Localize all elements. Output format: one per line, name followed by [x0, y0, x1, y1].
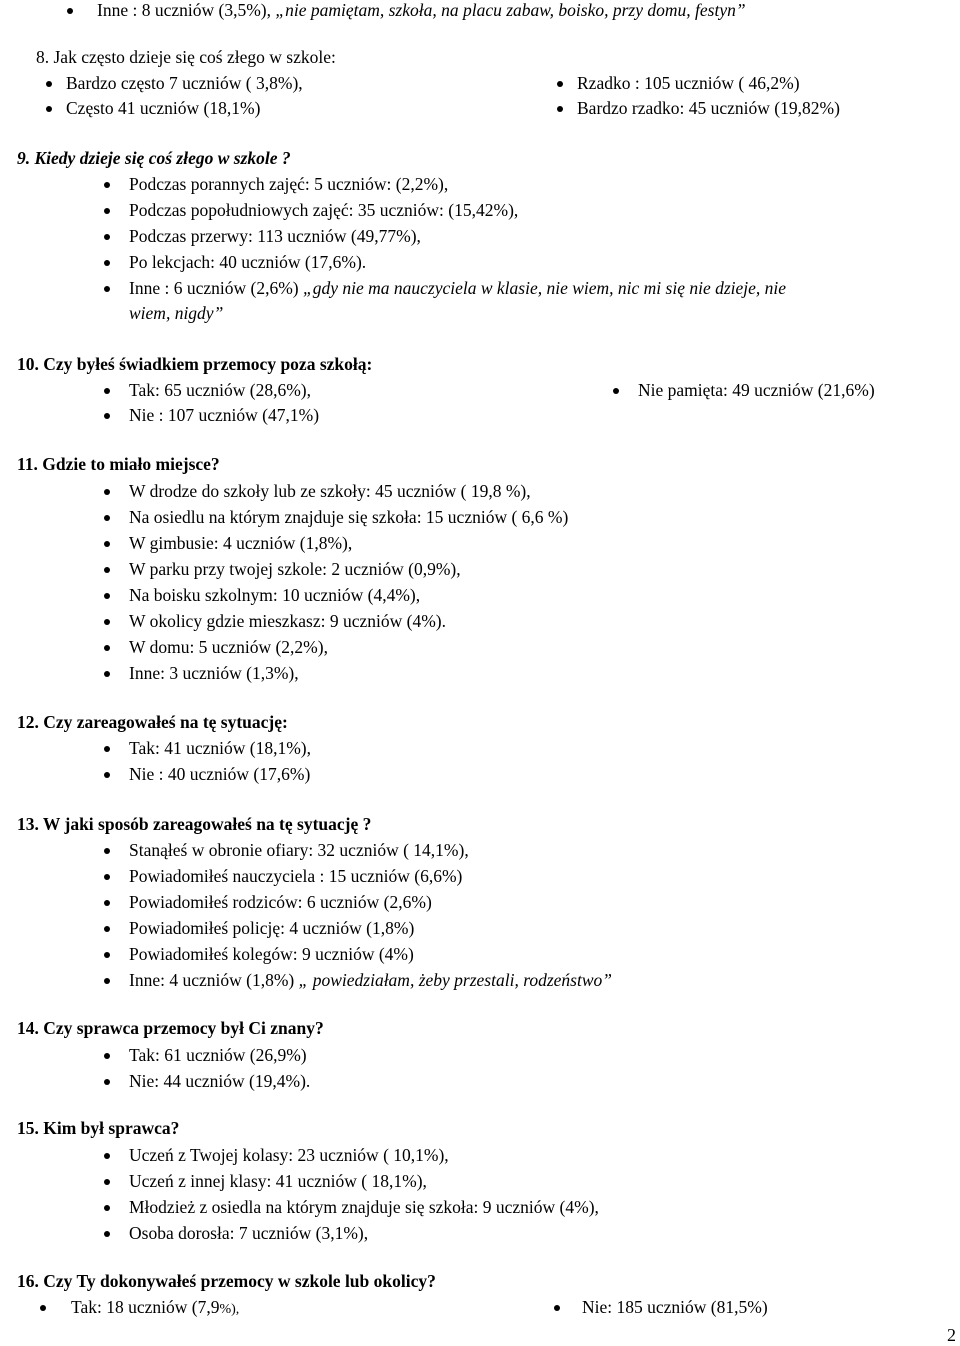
- bullet-icon: [104, 772, 110, 778]
- bullet-icon: [104, 593, 110, 599]
- list-item: Osoba dorosła: 7 uczniów (3,1%),: [129, 1223, 369, 1243]
- list-item: [71, 1297, 239, 1320]
- bullet-icon: [104, 952, 110, 958]
- question-16-title: 16. Czy Ty dokonywałeś przemocy w szkole lub okolicy?: [17, 1271, 436, 1291]
- list-item: Podczas przerwy: 113 uczniów (49,77%),: [129, 226, 421, 246]
- list-item: Na osiedlu na którym znajduje się szkoła: 15 uczniów ( 6,6 %): [129, 507, 569, 527]
- list-item: W domu: 5 uczniów (2,2%),: [129, 637, 328, 657]
- bullet-icon: [104, 874, 110, 880]
- bullet-icon: [104, 286, 110, 292]
- item-quote-continued: wiem, nigdy”: [129, 303, 224, 323]
- bullet-icon: [40, 1305, 46, 1311]
- list-item: [129, 278, 786, 298]
- list-item: Tak: 41 uczniów (18,1%),: [129, 738, 311, 758]
- bullet-icon: [104, 413, 110, 419]
- bullet-icon: [104, 567, 110, 573]
- list-item: Po lekcjach: 40 uczniów (17,6%).: [129, 252, 367, 272]
- item-quote: „nie pamiętam, szkoła, na placu zabaw, boisko, przy domu, festyn”: [275, 0, 746, 20]
- bullet-icon: [104, 388, 110, 394]
- item-quote: „gdy nie ma nauczyciela w klasie, nie wiem, nic mi się nie dzieje, nie: [302, 278, 787, 298]
- item-text-small: %),: [219, 1302, 240, 1317]
- bullet-icon: [104, 1205, 110, 1211]
- list-item: Tak: 61 uczniów (26,9%): [129, 1045, 307, 1065]
- question-10-title: 10. Czy byłeś świadkiem przemocy poza szkołą:: [17, 354, 373, 374]
- bullet-icon: [613, 388, 619, 394]
- list-item: Stanąłeś w obronie ofiary: 32 uczniów ( 14,1%),: [129, 840, 469, 860]
- item-text: Tak: 18 uczniów (7,9: [71, 1297, 220, 1317]
- bullet-icon: [104, 1179, 110, 1185]
- list-item: W drodze do szkoły lub ze szkoły: 45 uczniów ( 19,8 %),: [129, 481, 531, 501]
- question-15-title: 15. Kim był sprawca?: [17, 1118, 180, 1138]
- list-item: Bardzo rzadko: 45 uczniów (19,82%): [577, 98, 840, 118]
- list-item: W okolicy gdzie mieszkasz: 9 uczniów (4%).: [129, 611, 447, 631]
- list-item: Powiadomiłeś rodziców: 6 uczniów (2,6%): [129, 892, 432, 912]
- list-item: Młodzież z osiedla na którym znajduje się szkoła: 9 uczniów (4%),: [129, 1197, 599, 1217]
- list-item: Bardzo często 7 uczniów ( 3,8%),: [66, 73, 303, 93]
- question-11-title: 11. Gdzie to miało miejsce?: [17, 454, 220, 474]
- item-text: Inne : 6 uczniów (2,6%): [129, 278, 303, 298]
- bullet-icon: [554, 1305, 560, 1311]
- item-text: Inne : 8 uczniów (3,5%),: [97, 0, 276, 20]
- list-item: Na boisku szkolnym: 10 uczniów (4,4%),: [129, 585, 421, 605]
- bullet-icon: [104, 645, 110, 651]
- bullet-icon: [557, 81, 563, 87]
- bullet-icon: [104, 515, 110, 521]
- list-item: Rzadko : 105 uczniów ( 46,2%): [577, 73, 800, 93]
- bullet-icon: [104, 746, 110, 752]
- bullet-icon: [67, 8, 73, 14]
- item-text: Inne: 4 uczniów (1,8%): [129, 970, 299, 990]
- bullet-icon: [557, 106, 563, 112]
- question-13-title: 13. W jaki sposób zareagowałeś na tę sytuację ?: [17, 814, 372, 834]
- list-item: Nie : 40 uczniów (17,6%): [129, 764, 311, 784]
- list-item: Nie pamięta: 49 uczniów (21,6%): [638, 380, 875, 400]
- bullet-icon: [104, 1053, 110, 1059]
- list-item: Powiadomiłeś nauczyciela : 15 uczniów (6,6%): [129, 866, 463, 886]
- bullet-icon: [104, 260, 110, 266]
- list-item: Tak: 65 uczniów (28,6%),: [129, 380, 311, 400]
- list-item: Podczas porannych zajęć: 5 uczniów: (2,2%),: [129, 174, 449, 194]
- bullet-icon: [104, 541, 110, 547]
- bullet-icon: [104, 926, 110, 932]
- list-item: Nie: 44 uczniów (19,4%).: [129, 1071, 311, 1091]
- list-item: Inne: 3 uczniów (1,3%),: [129, 663, 299, 683]
- list-item: Powiadomiłeś kolegów: 9 uczniów (4%): [129, 944, 414, 964]
- bullet-icon: [104, 234, 110, 240]
- list-item: Powiadomiłeś policję: 4 uczniów (1,8%): [129, 918, 415, 938]
- item-quote: „ powiedziałam, żeby przestali, rodzeństwo”: [298, 970, 613, 990]
- bullet-icon: [104, 848, 110, 854]
- list-item: Uczeń z innej klasy: 41 uczniów ( 18,1%),: [129, 1171, 427, 1191]
- bullet-icon: [104, 978, 110, 984]
- bullet-icon: [46, 106, 52, 112]
- list-item: Często 41 uczniów (18,1%): [66, 98, 261, 118]
- list-item: Nie : 107 uczniów (47,1%): [129, 405, 320, 425]
- list-item: Podczas popołudniowych zajęć: 35 uczniów: (15,42%),: [129, 200, 519, 220]
- bullet-icon: [104, 182, 110, 188]
- question-8-title: 8. Jak często dzieje się coś złego w szkole:: [36, 47, 336, 67]
- question-12-title: 12. Czy zareagowałeś na tę sytuację:: [17, 712, 288, 732]
- bullet-icon: [104, 489, 110, 495]
- bullet-icon: [46, 81, 52, 87]
- bullet-icon: [104, 671, 110, 677]
- list-item: Uczeń z Twojej kolasy: 23 uczniów ( 10,1%),: [129, 1145, 449, 1165]
- bullet-icon: [104, 619, 110, 625]
- list-item: W gimbusie: 4 uczniów (1,8%),: [129, 533, 353, 553]
- list-item: Nie: 185 uczniów (81,5%): [582, 1297, 768, 1317]
- bullet-icon: [104, 208, 110, 214]
- bullet-icon: [104, 1231, 110, 1237]
- question-14-title: 14. Czy sprawca przemocy był Ci znany?: [17, 1018, 324, 1038]
- page-number: 2: [947, 1325, 956, 1345]
- bullet-icon: [104, 1153, 110, 1159]
- list-item: [97, 0, 746, 20]
- bullet-icon: [104, 1079, 110, 1085]
- bullet-icon: [104, 900, 110, 906]
- list-item: W parku przy twojej szkole: 2 uczniów (0,9%),: [129, 559, 461, 579]
- list-item: [129, 970, 612, 990]
- question-9-title: 9. Kiedy dzieje się coś złego w szkole ?: [17, 148, 291, 168]
